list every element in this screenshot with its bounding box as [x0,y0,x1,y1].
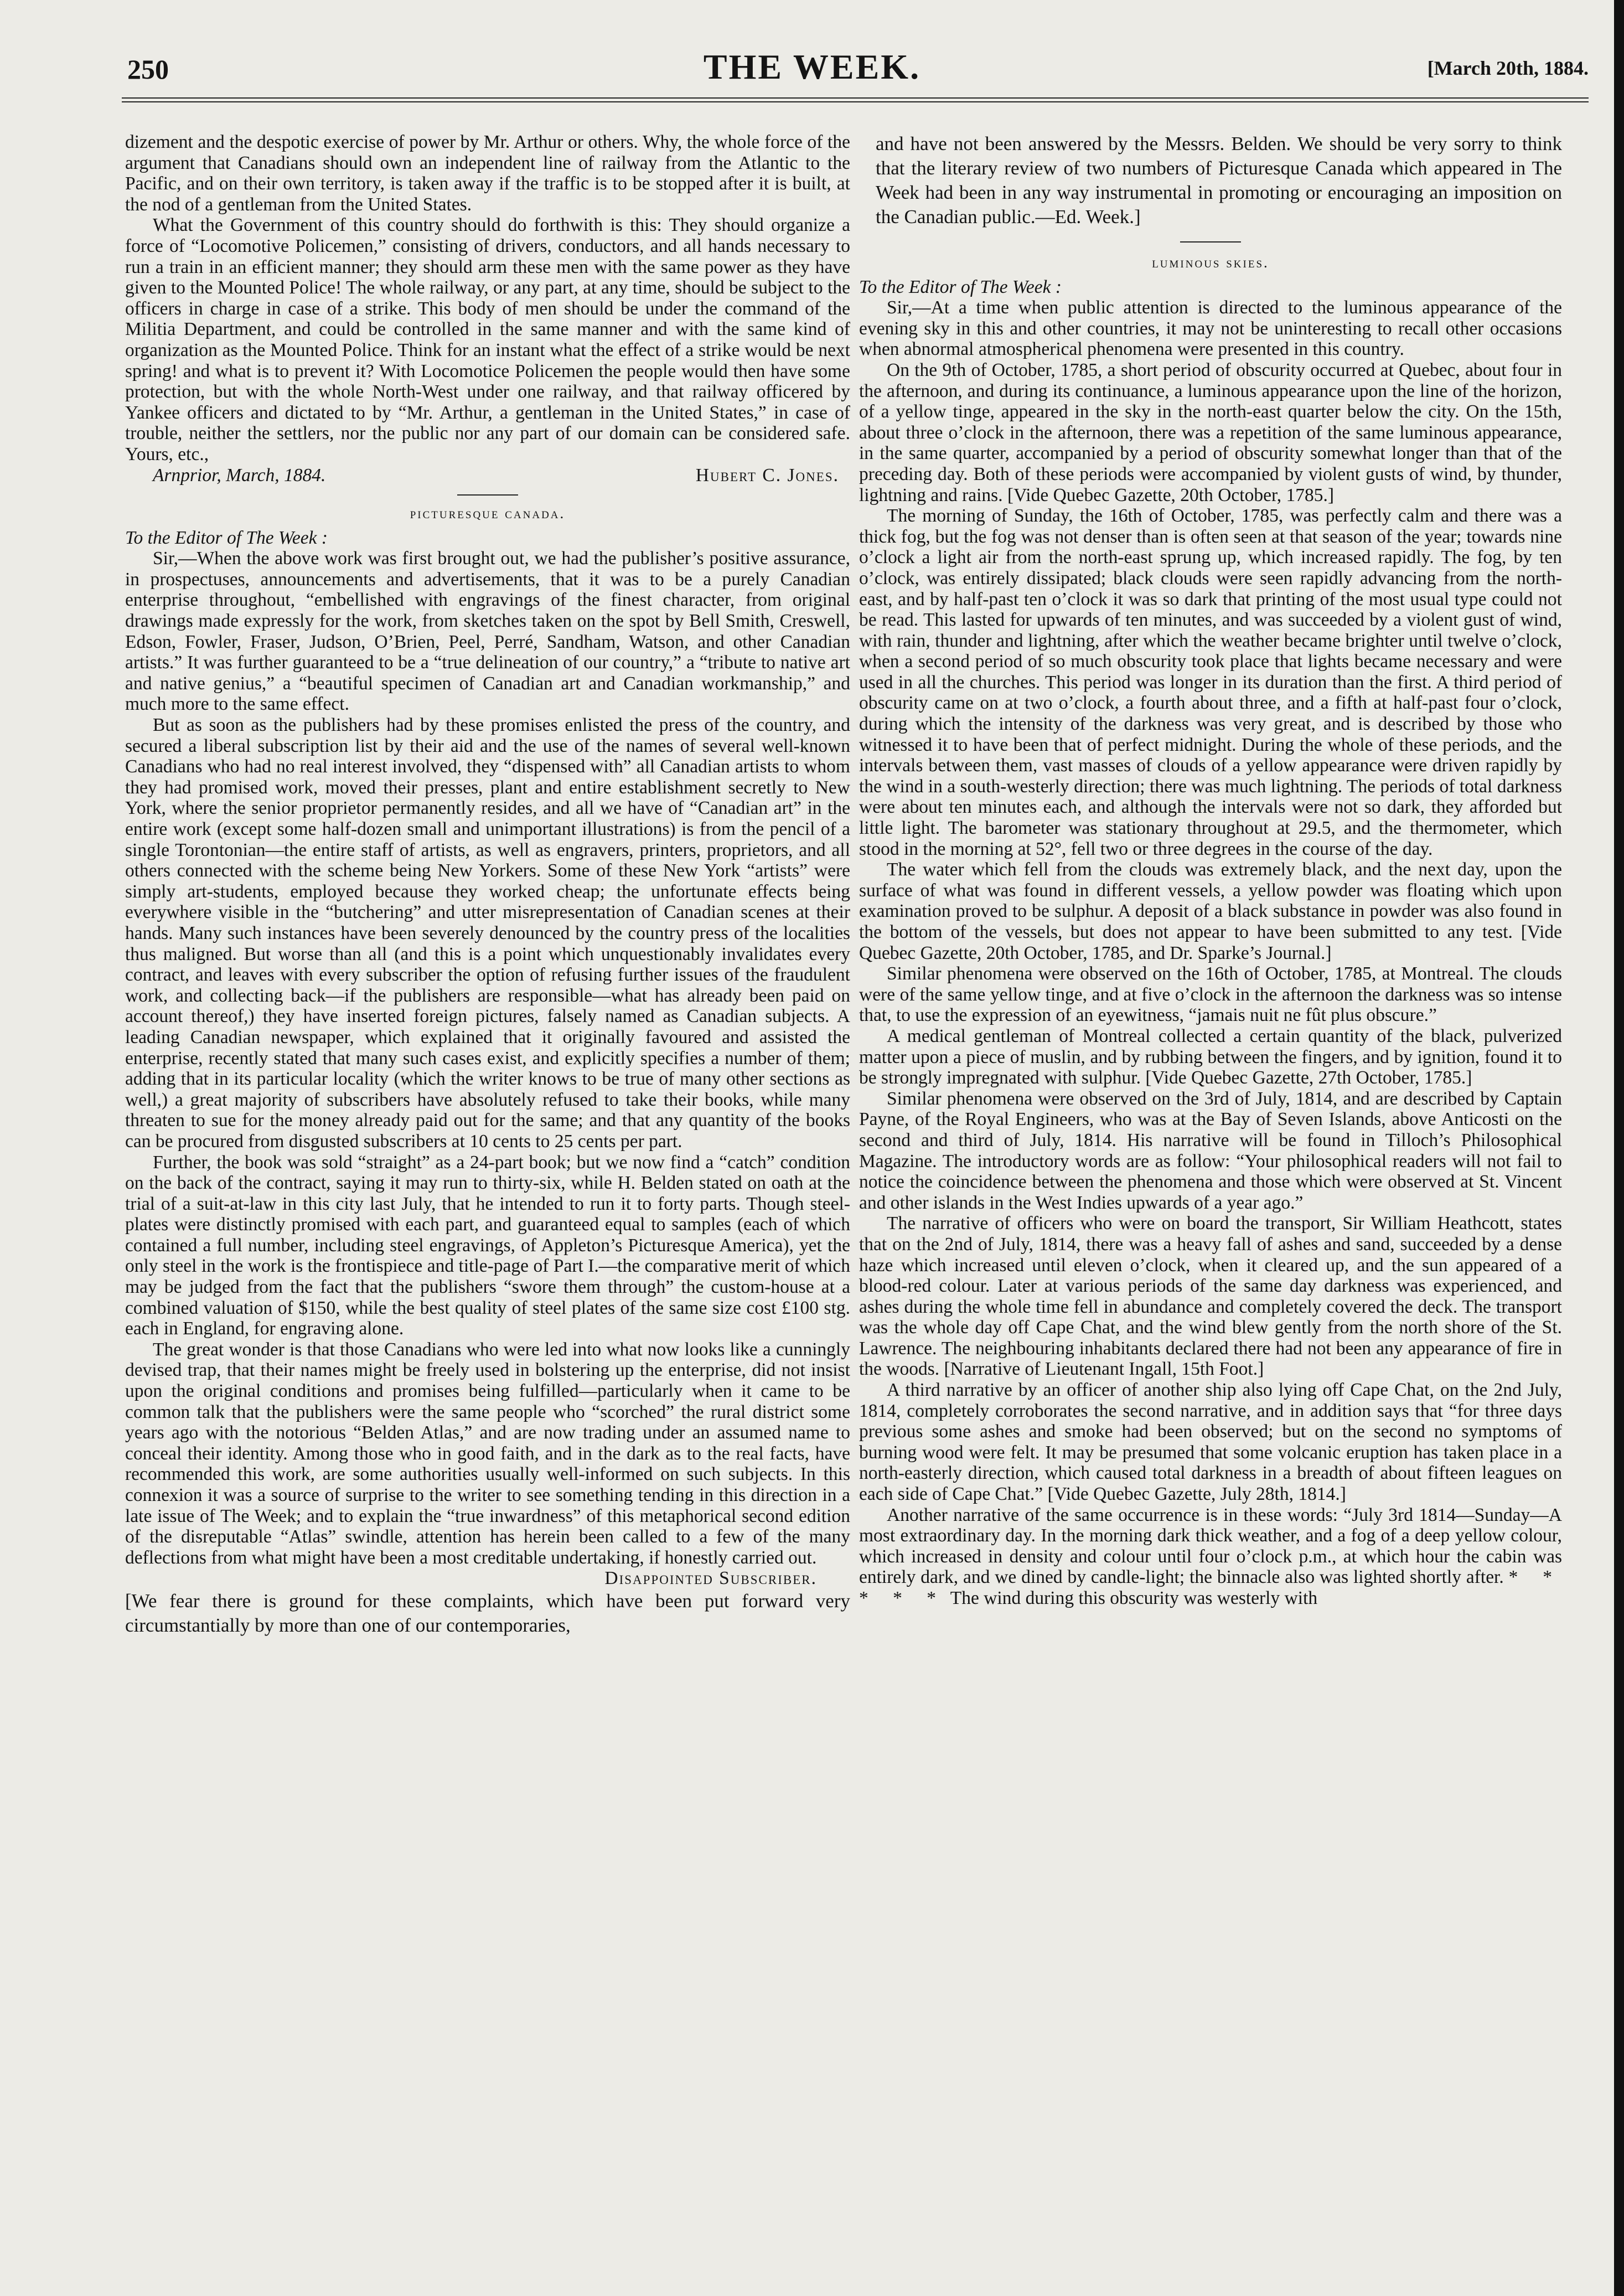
paragraph: Similar phenomena were observed on the 3rd of July, 1814, and are described by Captain Payne, of the Royal Engineers, who was at the Bay of Seven Islands, above Anticosti on the second and third of July, 1814. His narrative will be found in Tilloch’s Philosophical Magazine. The introductory words are as follow: “Your philosophical readers will not fail to notice the coincidence between the phenomena and those which were observed at St. Vincent and other islands in the West Indies upwards of a year ago.” [859,1088,1562,1213]
paragraph: Similar phenomena were observed on the 16th of October, 1785, at Montreal. The clouds were of the same yellow tinge, and at five o’clock in the afternoon the darkness was so intense that, to use the expression of an eyewitness, “jamais nuit ne fût plus obscure.” [859,963,1562,1026]
signature-name: Disappointed Subscriber. [604,1568,817,1589]
header-rule [122,97,1589,99]
paragraph: The morning of Sunday, the 16th of October, 1785, was perfectly calm and there was a thick fog, but the fog was not denser than is often seen at that season of the year; towards nine o’clock a light air from the north-east sprung up, which increased rapidly. The fog, by ten o’clock, was entirely dissipated; black clouds were seen rapidly advancing from the north-east, and by half-past ten o’clock it was so dark that printing of the most usual type could not be read. This lasted for upwards of ten minutes, and was succeeded by a violent gust of wind, with rain, thunder and lightning, after which the weather became brighter until twelve o’clock, when a second period of so much obscurity took place that lights became necessary and were used in all the churches. This period was longer in its duration than the first. A third period of obscurity came on at two o’clock, a fourth about three, and a fifth at half-past four o’clock, during which the intensity of the darkness was very great, and is described by those who witnessed it to have been that of perfect midnight. During the whole of these periods, and the intervals between them, vast masses of clouds of a yellow appearance were driven rapidly by the wind in a south-westerly direction; there was much lightning. The periods of total darkness were about ten minutes each, and although the intervals were not so dark, they afforded but little light. The barometer was stationary throughout at 29.5, and the thermometer, which stood in the morning at 52°, fell two or three degrees in the course of the day. [859,505,1562,859]
right-column [859,132,1562,1609]
paragraph [859,1505,1562,1609]
paragraph-text: The wind during this obscurity was westerly with [950,1588,1318,1608]
paragraph: dizement and the despotic exercise of power by Mr. Arthur or others. Why, the whole force of the argument that Canadians should own an independent line of railway from the Atlantic to the Pacific, and on their own territory, is taken away if the traffic is to be stopped after it is built, at the nod of a gentleman from the United States. [125,132,850,215]
paragraph: The narrative of officers who were on board the transport, Sir William Heathcott, states that on the 2nd of July, 1814, there was a heavy fall of ashes and sand, succeeded by a dense haze which increased until eleven o’clock, when it cleared up, and the sun appeared of a blood-red colour. Later at various periods of the same day darkness was experienced, and ashes during the whole time fell in abundance and completely covered the deck. The transport was the whole day off Cape Chat, and the wind blew gently from the north shore of the St. Lawrence. The neighbouring inhabitants declared there had not been any appearance of fire in the woods. [Narrative of Lieutenant Ingall, 15th Foot.] [859,1213,1562,1380]
salutation: To the Editor of The Week : [859,276,1062,297]
paragraph: A medical gentleman of Montreal collected a certain quantity of the black, pulverized matter upon a piece of muslin, and by rubbing between the fingers, and by ignition, found it to be strongly impregnated with sulphur. [Vide Quebec Gazette, 27th October, 1785.] [859,1025,1562,1088]
paragraph: Sir,—At a time when public attention is directed to the luminous appearance of the evening sky in this and other countries, it may not be uninteresting to recall other occasions when abnormal atmospherical phenomena were presented in this country. [859,297,1562,360]
paragraph: Sir,—When the above work was first brought out, we had the publisher’s positive assurance, in prospectuses, announcements and advertisements, that it was to be a purely Canadian enterprise throughout, “embellished with engravings of the finest character, from original drawings made expressly for the work, from sketches taken on the spot by Bell Smith, Creswell, Edson, Fowler, Fraser, Judson, O’Brien, Peel, Perré, Sandham, Watson, and other Canadian artists.” It was further guaranteed to be a “true delineation of our country,” a “tribute to native art and native genius,” a “beautiful specimen of Canadian art and Canadian workmanship,” and much more to the same effect. [125,548,850,715]
page-number: 250 [127,54,169,85]
signature-place: Arnprior, March, 1884. [153,465,326,486]
paragraph: On the 9th of October, 1785, a short period of obscurity occurred at Quebec, about four in the afternoon, and during its continuance, a luminous appearance upon the line of the horizon, of a yellow tinge, appeared in the sky in the north-east quarter below the city. On the 15th, about three o’clock in the afternoon, there was a repetition of the same luminous appearance, in the same quarter, accompanied by a period of obscurity somewhat longer than that of the preceding day. Both of these periods were accompanied by violent gusts of wind, by thunder, lightning and rains. [Vide Quebec Gazette, 20th October, 1785.] [859,359,1562,505]
page-edge-shadow [1614,0,1624,2296]
editor-note-continued: and have not been answered by the Messrs. Belden. We should be very sorry to think that the literary review of two numbers of Picturesque Canada which appeared in The Week had been in any way instrumental in promoting or encouraging an imposition on the Canadian public.—Ed. Week.] [876,133,1562,228]
letter-signature [125,465,850,486]
section-divider [457,494,518,496]
editor-note: [We fear there is ground for these complaints, which have been put forward very circumstantially by more than one of our contemporaries, [125,1590,850,1636]
paragraph-text: Another narrative of the same occurrence is in these words: “July 3rd 1814—Sunday—A most extraordinary day. In the morning dark thick weather, and a fog of a deep yellow colour, which increased in density and colour until four o’clock p.m., at which hour the cabin was entirely dark, and we dined by candle-light; the binnacle also was lighted shortly after. [859,1504,1562,1588]
section-divider [1180,241,1241,243]
paragraph: The great wonder is that those Canadians who were led into what now looks like a cunningly devised trap, that their names might be freely used in bolstering up the enterprise, did not insist upon the original conditions and promises being fulfilled—particularly when it came to be common talk that the publishers were the same people who “scorched” the rural district some years ago with the notorious “Belden Atlas,” and are now trading under an assumed name to conceal their identity. Among those who in good faith, and in the dark as to the real facts, have recommended this work, are some authorities usually well-informed on such subjects. In this connexion it was a source of surprise to the writer to see something tending in this direction in a late issue of The Week; and to explain the “true inwardness” of this metaphorical second edition of the disreputable “Atlas” swindle, attention has herein been called to a few of the many deflections from what might have been a most creditable undertaking, if honestly carried out. [125,1339,850,1568]
paragraph: The water which fell from the clouds was extremely black, and the next day, upon the surface of what was found in different vessels, a yellow powder was floating which upon examination proved to be sulphur. A deposit of a black substance in powder was also found in the bottom of the vessels, but does not appear to have been submitted to any test. [Vide Quebec Gazette, 20th October, 1785, and Dr. Sparke’s Journal.] [859,859,1562,963]
left-column [125,132,850,1638]
issue-date: [March 20th, 1884. [1427,57,1589,79]
paragraph: What the Government of this country should do forthwith is this: They should organize a force of “Locomotive Policemen,” consisting of drivers, conductors, and all hands necessary to run a train in an efficient manner; they should arm these men with the same power as they have given to the Mounted Police! The whole railway, or any part, at any time, should be subject to the officers in charge in case of a strike. This body of men should be under the command of the Militia Department, and could be controlled in the same manner and with the same kind of organization as the Mounted Police. Think for an instant what the effect of a strike would be next spring! and what is to prevent it? With Locomotice Policemen the people would then have some protection, but with the whole North-West under one railway, and that railway officered by Yankee officers and dictated to by “Mr. Arthur, a gentleman in the United States,” in case of trouble, neither the settlers, nor the public nor any part of our domain can be considered safe. Yours, etc., [125,215,850,465]
header-rule-double [122,101,1589,102]
salutation: To the Editor of The Week : [125,527,328,548]
ellipsis-stars: * * * * * [859,1567,1563,1608]
section-heading: luminous skies. [1152,254,1269,271]
paragraph: Further, the book was sold “straight” as a 24-part book; but we now find a “catch” condition on the back of the contract, saying it may run to thirty-six, while H. Belden stated on oath at the trial of a suit-at-law in this city last July, that he intended to run it to forty parts. Though steel-plates were distinctly promised with each part, and guaranteed equal to samples (each of which contained a full number, including steel engravings, of Appleton’s Picturesque America), yet the only steel in the work is the frontispiece and title-page of Part I.—the comparative merit of which may be judged from the fact that the publishers “swore them through” the custom-house at a combined valuation of $150, while the best quality of steel plates of the same size cost £100 stg. each in England, for engraving alone. [125,1152,850,1339]
paragraph: A third narrative by an officer of another ship also lying off Cape Chat, on the 2nd July, 1814, completely corroborates the second narrative, and in addition says that “for three days previous some ashes and smoke had been observed; but on the second no symptoms of burning wood were felt. It may be presumed that some volcanic eruption has taken place in a north-easterly direction, which caused total darkness in a breadth of about fifteen leagues on each side of Cape Chat.” [Vide Quebec Gazette, July 28th, 1814.] [859,1380,1562,1505]
paragraph: But as soon as the publishers had by these promises enlisted the press of the country, and secured a liberal subscription list by their aid and the use of the names of several well-known Canadians who had no real interest involved, they “dispensed with” all Canadian artists to whom they had promised work, moved their presses, plant and entire establishment secretly to New York, where the senior proprietor permanently resides, and all we have of “Canadian art” in the entire work (except some half-dozen small and unimportant illustrations) is from the pencil of a single Torontonian—the entire staff of artists, as well as engravers, printers, proprietors, and all others connected with the scheme being New Yorkers. Some of these New York “artists” were simply art-students, employed because they worked cheap; the unfortunate effects being everywhere visible in the “butchering” and utter misrepresentation of Canadian scenes at their hands. Many such instances have been severely denounced by the country press of the localities thus maligned. But worse than all (and this is a point which unquestionably invalidates every contract, and leaves with every subscriber the option of refusing further issues of the fraudulent work, and collecting back—if the publishers are responsible—what has already been paid on account thereof,) they have inserted foreign pictures, falsely named as Canadian subjects. A leading Canadian newspaper, which explained that it originally favoured and assisted the enterprise, recently stated that many such cases exist, and explicitly specifies a number of them; adding that in its particular locality (which the writer knows to be true of many other sections as well,) a great majority of subscribers have absolutely refused to take their books, while many threaten to sue for the money already paid out for the same; and that any quantity of the books can be procured from disgusted subscribers at 10 cents to 25 cents per part. [125,715,850,1152]
signature-name: Hubert C. Jones. [695,465,839,486]
masthead-title: THE WEEK. [703,47,921,86]
section-heading: picturesque canada. [410,505,566,522]
